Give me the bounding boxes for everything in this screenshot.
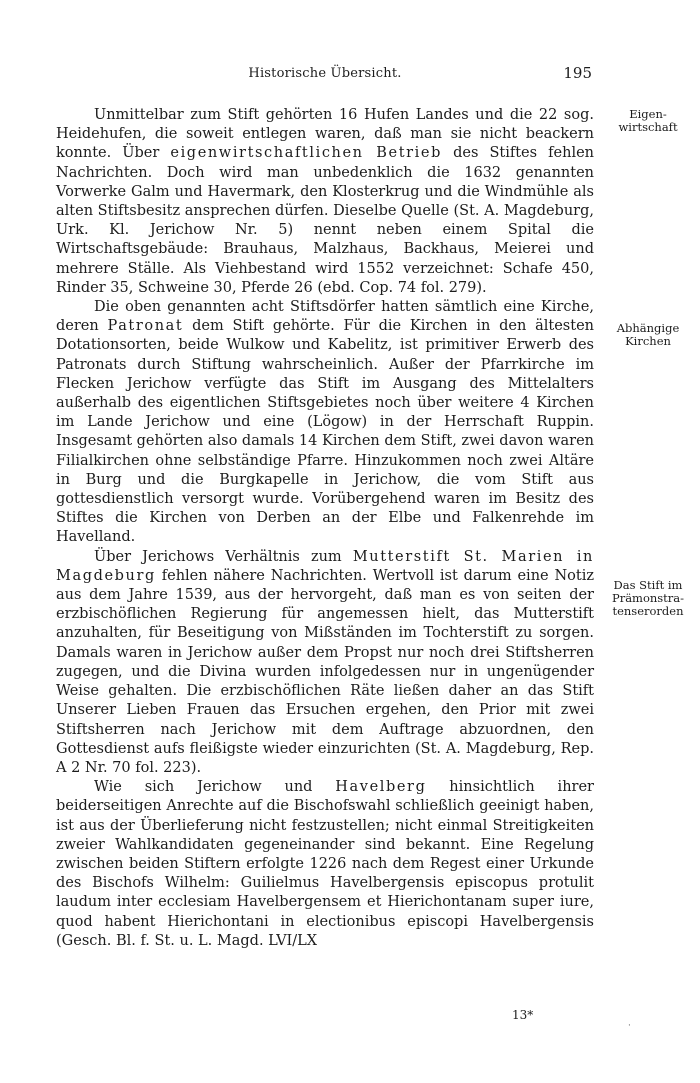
paragraph-havelberg: [56, 778, 594, 951]
paragraph-text: des Stiftes fehlen Nachrichten. Doch wird man unbedenklich die 1632 genannten Vorwerke Galm und Havermark, den Klosterkrug und die Windmühle als alten Stiftsbesitz ansprechen dürfen. Dieselbe Quelle (St. A. Magdeburg, Urk. Kl. Jerichow Nr. 5) nennt neben einem Spital die Wirtschaftsgebäude: Brauhaus, Malzhaus, Backhaus, Meierei und mehrere Ställe. Als Viehbestand wird 1552 verzeichnet: Schafe 450, Rinder 35, Schweine 30, Pferde 26 (ebd. Cop. 74 fol. 279).: [56, 145, 595, 296]
signature-mark: 13*: [512, 1008, 534, 1022]
paragraph-text: dem Stift gehörte. Für die Kirchen in den ältesten Dotationsorten, beide Wulkow und Kabelitz, ist primitiver Erwerb des Patronats durch Stiftung wahrscheinlich. Außer der Pfarrkirche im Flecken Jerichow verfügte das Stift im Ausgang des Mittelalters außerhalb des eigentlichen Stiftsgebietes noch über weitere 4 Kirchen im Lande Jerichow und eine (Lögow) in der Herrschaft Ruppin. Insgesamt gehörten also damals 14 Kirchen dem Stift, zwei davon waren Filialkirchen ohne selbständige Pfarre. Hinzukommen noch zwei Altäre in Burg und die Burgkapelle in Jerichow, die vom Stift aus gottesdienstlich versorgt wurde. Vorübergehend waren im Besitz des Stiftes die Kirchen von Derben an der Elbe und Falkenrehde im Havelland.: [56, 318, 594, 546]
running-title: Historische Übersicht.: [248, 66, 402, 81]
margin-note-praemonstratenser: Das Stift im Prämonstra- tenserorden: [611, 578, 685, 618]
paragraph-kirchen: [56, 298, 594, 548]
paragraph-eigenwirtschaft: [56, 106, 594, 298]
paragraph-mutterstift: [56, 548, 594, 778]
paragraph-text: Wie sich Jerichow und: [94, 779, 336, 796]
page-number: 195: [563, 64, 592, 82]
margin-note-kirchen: Abhängige Kirchen: [616, 321, 680, 348]
page-header: [56, 66, 594, 86]
main-text: [56, 106, 594, 951]
paragraph-text: fehlen nähere Nachrichten. Wertvoll ist darum eine Notiz aus dem Jahre 1539, aus der hervorgeht, daß man es von seiten der erzbischöflichen Regierung für angemessen hielt, das Mutterstift anzuhalten, für Beseitigung von Mißständen im Tochterstift zu sorgen. Damals waren in Jerichow außer dem Propst nur noch drei Stiftsherren zugegen, und die Divina wurden infolgedessen nur in ungenügender Weise gehalten. Die erzbischöflichen Räte ließen daher an das Stift Unserer Lieben Frauen das Ersuchen ergehen, den Prior mit zwei Stiftsherren nach Jerichow mit dem Auftrage abzuordnen, den Gottesdienst aufs fleißigste wieder einzurichten (St. A. Magdeburg, Rep. A 2 Nr. 70 fol. 223).: [56, 567, 594, 776]
paragraph-text: Die oben genannten acht Stiftsdörfer hatten sämtlich eine Kirche, deren: [56, 299, 594, 335]
emphasized-term: Havelberg: [335, 779, 427, 796]
paragraph-text: Über Jerichows Verhältnis zum: [94, 548, 353, 565]
emphasized-term: Mutterstift St. Marien in Magdeburg: [56, 548, 594, 584]
emphasized-term: eigenwirtschaftlichen Betrieb: [170, 145, 442, 162]
margin-note-eigenwirtschaft: Eigen- wirtschaft: [618, 107, 678, 134]
emphasized-term: Patronat: [107, 318, 184, 335]
paragraph-text: hinsichtlich ihrer beiderseitigen Anrechte auf die Bischofswahl schließlich geeinigt haben, ist aus der Überlieferung nicht festzustellen; nicht einmal Streitigkeiten zweier Wahlkandidaten gegeneinander sind bekannt. Eine Regelung zwischen beiden Stiftern erfolgte 1226 nach dem Regest einer Urkunde des Bischofs Wilhelm: Guilielmus Havelbergensis episcopus protulit laudum inter ecclesiam Havelbergensem et Hierichontanam super iure, quod habent Hierichontani in electionibus episcopi Havelbergensis (Gesch. Bl. f. St. u. L. Magd. LVI/LX: [56, 779, 594, 949]
paragraph-text: Unmittelbar zum Stift gehörten 16 Hufen Landes und die 22 sog. Heidehufen, die soweit entlegen waren, daß man sie nicht beackern konnte. Über: [56, 107, 594, 162]
print-speck: ·: [628, 1021, 631, 1031]
